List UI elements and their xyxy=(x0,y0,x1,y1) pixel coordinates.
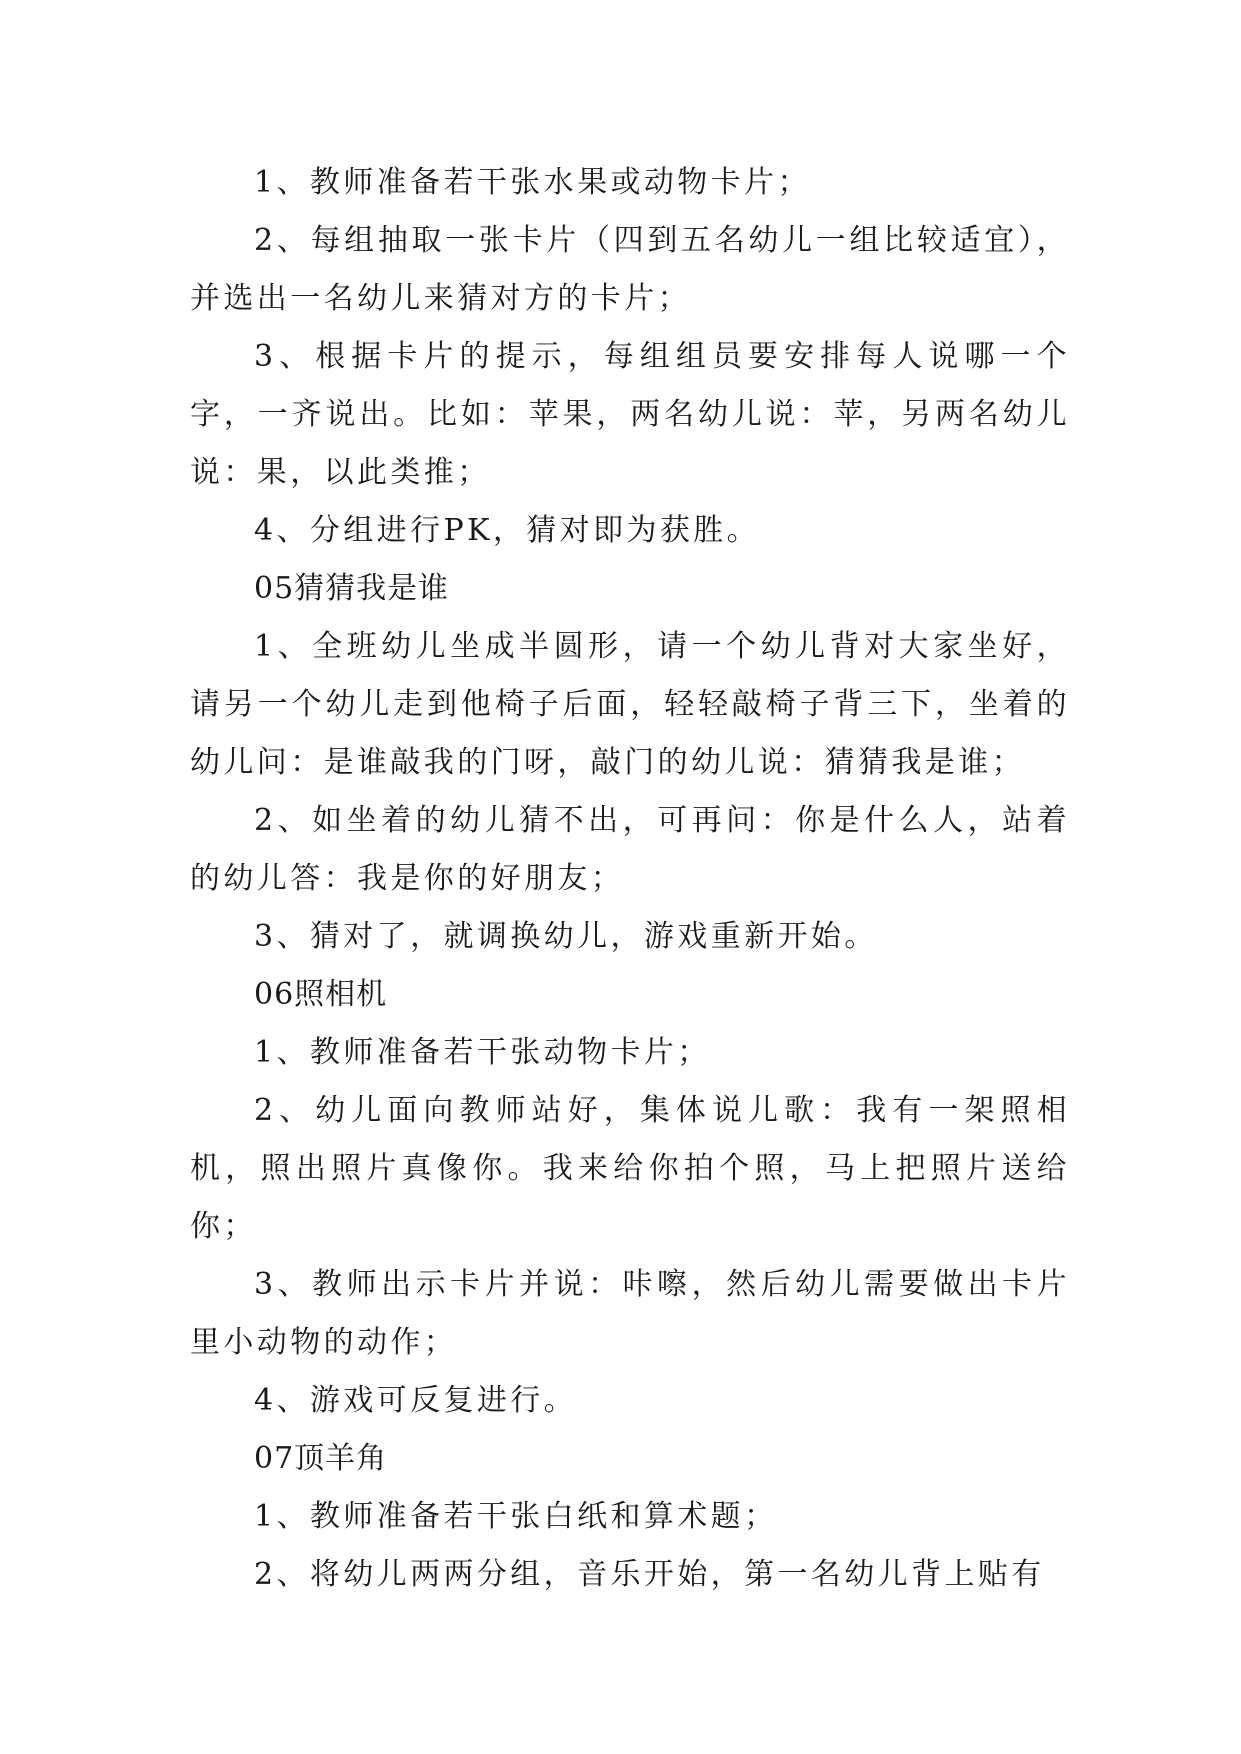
paragraph: 2、幼儿面向教师站好，集体说儿歌：我有一架照相机，照出照片真像你。我来给你拍个照，马上把照片送给你； xyxy=(190,1093,1070,1244)
paragraph: 3、根据卡片的提示，每组组员要安排每人说哪一个字，一齐说出。比如：苹果，两名幼儿说：苹，另两名幼儿说：果，以此类推； xyxy=(190,339,1070,490)
paragraph: 2、将幼儿两两分组，音乐开始，第一名幼儿背上贴有 xyxy=(254,1557,1045,1592)
paragraph: 1、教师准备若干张水果或动物卡片； xyxy=(254,165,811,200)
paragraph: 2、如坐着的幼儿猜不出，可再问：你是什么人，站着的幼儿答：我是你的好朋友； xyxy=(190,803,1070,896)
paragraph: 4、游戏可反复进行。 xyxy=(254,1383,578,1418)
section-heading: 05猜猜我是谁 xyxy=(254,571,450,606)
paragraph: 3、猜对了，就调换幼儿，游戏重新开始。 xyxy=(254,919,878,954)
document-body xyxy=(190,154,1070,1604)
section-heading: 06照相机 xyxy=(254,977,388,1012)
paragraph: 1、全班幼儿坐成半圆形，请一个幼儿背对大家坐好，请另一个幼儿走到他椅子后面，轻轻敲椅子背三下，坐着的幼儿问：是谁敲我的门呀，敲门的幼儿说：猜猜我是谁； xyxy=(190,629,1070,780)
paragraph: 2、每组抽取一张卡片（四到五名幼儿一组比较适宜），并选出一名幼儿来猜对方的卡片； xyxy=(190,223,1070,316)
paragraph: 3、教师出示卡片并说：咔嚓，然后幼儿需要做出卡片里小动物的动作； xyxy=(190,1267,1070,1360)
paragraph: 1、教师准备若干张白纸和算术题； xyxy=(254,1499,778,1534)
section-heading: 07顶羊角 xyxy=(254,1441,388,1476)
paragraph: 4、分组进行PK，猜对即为获胜。 xyxy=(254,513,761,548)
paragraph: 1、教师准备若干张动物卡片； xyxy=(254,1035,711,1070)
